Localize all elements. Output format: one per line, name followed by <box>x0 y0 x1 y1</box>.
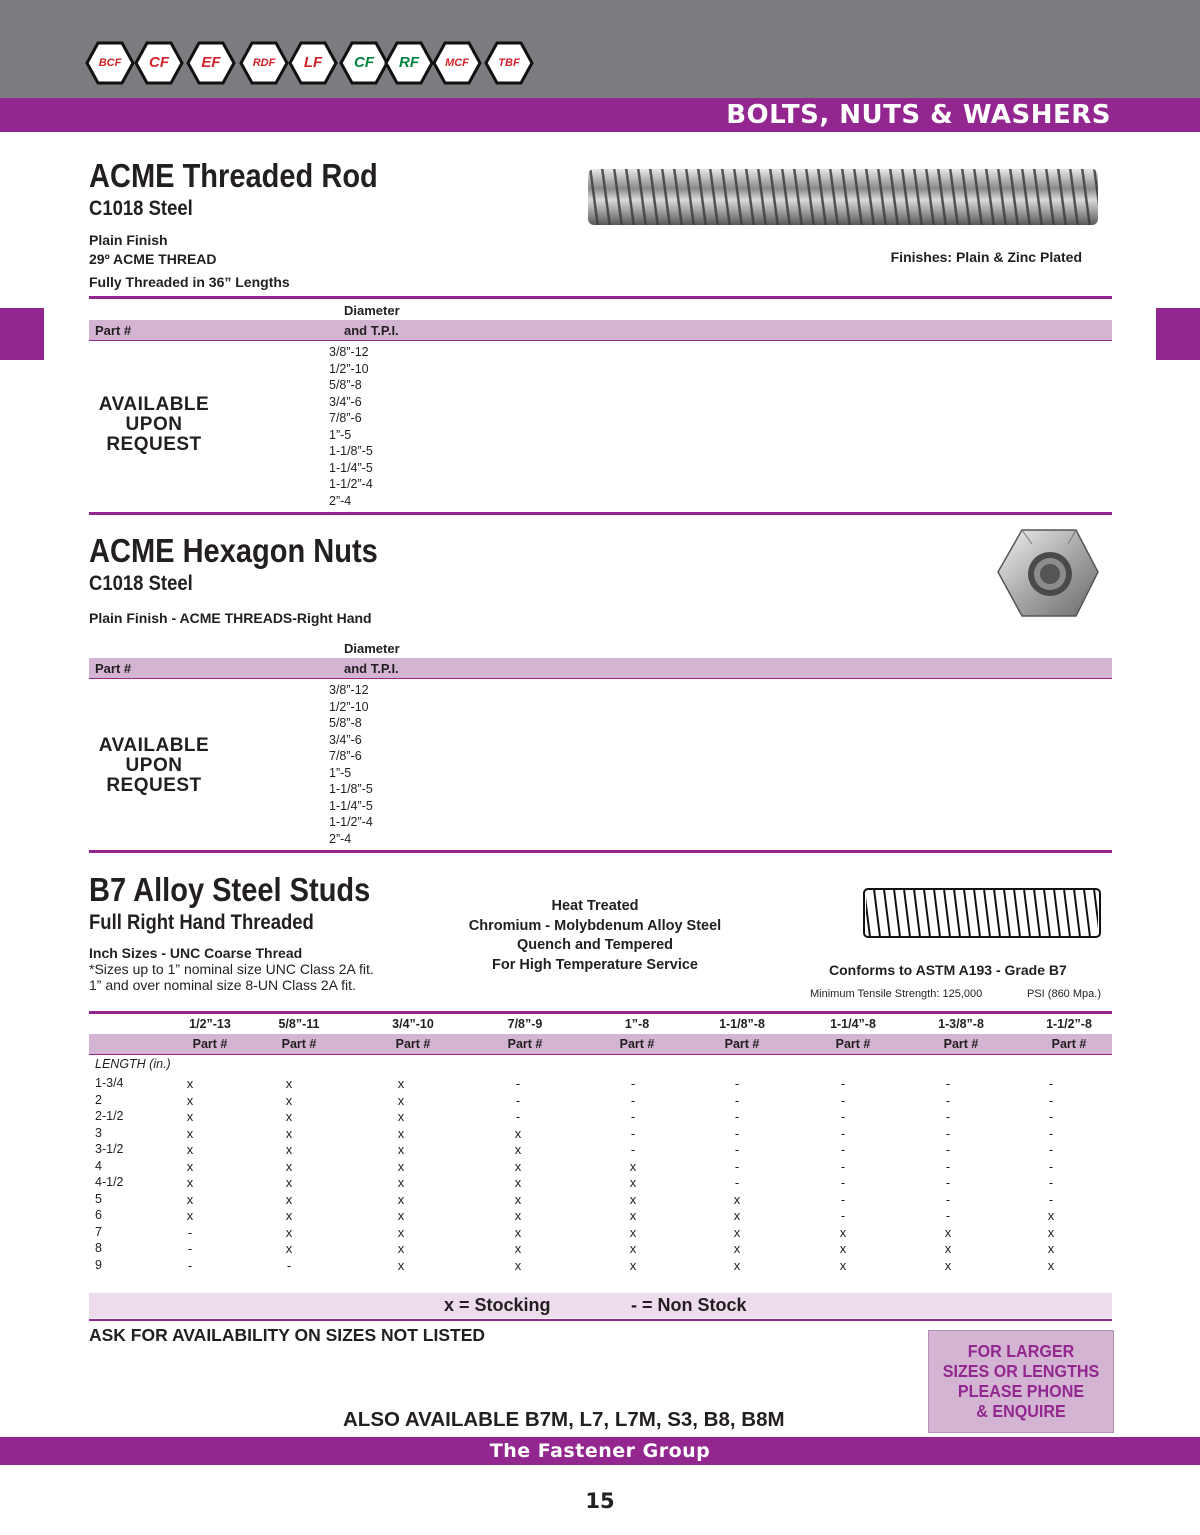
non-stock-cell: - <box>734 1092 740 1108</box>
stock-cell: x <box>839 1257 847 1273</box>
nut-header-bar <box>89 658 1112 678</box>
stock-cell: x <box>285 1076 293 1091</box>
non-stock-cell: - <box>840 1125 846 1141</box>
enquire-line: PLEASE PHONE <box>957 1381 1085 1401</box>
stock-cell: x <box>186 1175 194 1190</box>
stud-part-header: Part # <box>192 1037 228 1051</box>
nut-col-diameter-1: Diameter <box>344 641 400 656</box>
stud-part-header: Part # <box>281 1037 317 1051</box>
stock-cell: x <box>186 1142 194 1157</box>
nut-size-item: 5/8”-8 <box>329 716 362 730</box>
stock-cell: x <box>733 1191 741 1207</box>
non-stock-cell: - <box>515 1092 521 1108</box>
stock-cell: x <box>285 1109 293 1124</box>
rod-size-item: 2”-4 <box>329 493 352 508</box>
rod-size-item: 1-1/4”-5 <box>329 460 373 475</box>
stock-cell: x <box>397 1208 405 1223</box>
rod-size-item: 3/8”-12 <box>329 345 369 359</box>
stud-diameter-header: 1/2”-13 <box>189 1017 231 1031</box>
studs-tensile-2: PSI (860 Mpa.) <box>1027 988 1101 1000</box>
rod-size-item: 5/8”-8 <box>329 378 362 392</box>
non-stock-cell: - <box>945 1092 951 1108</box>
non-stock-cell: - <box>945 1109 951 1124</box>
left-page-tab <box>0 308 44 360</box>
stock-cell: x <box>629 1158 637 1174</box>
non-stock-cell: - <box>630 1076 636 1091</box>
stock-cell: x <box>285 1224 293 1240</box>
non-stock-cell: - <box>630 1142 636 1157</box>
rod-avail-line: UPON <box>125 414 183 435</box>
non-stock-cell: - <box>734 1142 740 1157</box>
non-stock-cell: - <box>945 1158 951 1174</box>
stud-diameter-header: 1-1/8”-8 <box>719 1017 765 1031</box>
legend-bar <box>89 1293 1112 1318</box>
non-stock-cell: - <box>945 1208 951 1223</box>
stock-cell: x <box>285 1158 293 1174</box>
stock-cell: x <box>944 1224 952 1240</box>
stock-cell: x <box>397 1109 405 1124</box>
length-cell: 1-3/4 <box>95 1076 124 1090</box>
treatment-line: Quench and Tempered <box>516 937 674 953</box>
rod-size-item: 1-1/8”-5 <box>329 444 373 458</box>
studs-length-label: LENGTH (in.) <box>95 1057 171 1071</box>
length-cell: 4 <box>95 1158 102 1173</box>
studs-inch-note: Inch Sizes - UNC Coarse Thread <box>89 945 303 961</box>
stock-cell: x <box>733 1224 741 1240</box>
non-stock-cell: - <box>840 1109 846 1124</box>
also-available-note: ALSO AVAILABLE B7M, L7, L7M, S3, B8, B8M <box>343 1408 785 1431</box>
rod-col-diameter-1: Diameter <box>344 303 400 318</box>
nut-title: ACME Hexagon Nuts <box>89 532 378 569</box>
nut-size-list <box>329 682 373 847</box>
length-cell: 2 <box>95 1092 102 1107</box>
rod-material: C1018 Steel <box>89 197 193 220</box>
nut-avail-line: UPON <box>125 755 183 776</box>
stock-cell: x <box>1047 1208 1055 1223</box>
length-cell: 4-1/2 <box>95 1175 124 1189</box>
studs-fit-note-2: 1” and over nominal size 8-UN Class 2A fit. <box>89 977 356 993</box>
rod-length-note: Fully Threaded in 36” Lengths <box>89 274 290 290</box>
nut-size-item: 2”-4 <box>329 831 352 846</box>
enquire-line: SIZES OR LENGTHS <box>942 1361 1100 1381</box>
stock-cell: x <box>285 1241 293 1256</box>
stock-cell: x <box>186 1125 194 1141</box>
stud-diameter-header: 1-3/8”-8 <box>938 1017 984 1031</box>
length-cell: 3-1/2 <box>95 1142 124 1156</box>
stud-diameter-header: 7/8”-9 <box>507 1017 543 1031</box>
brand-logo <box>85 41 135 85</box>
stock-cell: x <box>397 1191 405 1207</box>
non-stock-cell: - <box>187 1241 193 1256</box>
nut-size-item: 1”-5 <box>329 765 352 780</box>
rod-availability-note <box>89 395 219 455</box>
stock-cell: x <box>285 1142 293 1157</box>
nut-size-item: 3/4”-6 <box>329 732 362 747</box>
non-stock-cell: - <box>945 1191 951 1207</box>
non-stock-cell: - <box>734 1125 740 1141</box>
stud-part-header: Part # <box>835 1037 871 1051</box>
stud-diameter-header: 5/8”-11 <box>278 1017 320 1031</box>
enquire-line: FOR LARGER <box>967 1341 1075 1361</box>
treatment-line: Heat Treated <box>551 898 639 914</box>
rod-top-rule <box>89 296 1112 299</box>
stock-cell: x <box>733 1241 741 1256</box>
non-stock-cell: - <box>1048 1158 1054 1174</box>
studs-title: B7 Alloy Steel Studs <box>89 871 371 908</box>
nut-col-diameter-2: and T.P.I. <box>344 661 399 676</box>
non-stock-cell: - <box>840 1175 846 1190</box>
length-cell: 9 <box>95 1257 102 1272</box>
stock-cell: x <box>397 1224 405 1240</box>
nut-size-item: 1/2”-10 <box>329 699 369 714</box>
nut-header-underline <box>89 678 1112 679</box>
stock-cell: x <box>944 1241 952 1256</box>
right-page-tab <box>1156 308 1200 360</box>
brand-logo-text: BCF <box>98 57 122 69</box>
rod-size-item: 1/2”-10 <box>329 361 369 376</box>
stock-cell: x <box>186 1092 194 1108</box>
rod-bottom-rule <box>89 512 1112 515</box>
non-stock-cell: - <box>187 1257 193 1273</box>
non-stock-cell: - <box>945 1175 951 1190</box>
non-stock-cell: - <box>945 1125 951 1141</box>
stud-part-header: Part # <box>724 1037 760 1051</box>
stock-cell: x <box>186 1076 194 1091</box>
stock-cell: x <box>397 1158 405 1174</box>
stud-part-header: Part # <box>1051 1037 1087 1051</box>
rod-size-item: 1”-5 <box>329 427 352 442</box>
stock-cell: x <box>285 1208 293 1223</box>
stock-cell: x <box>1047 1241 1055 1256</box>
rod-header-bar <box>89 320 1112 340</box>
non-stock-cell: - <box>630 1092 636 1108</box>
non-stock-cell: - <box>734 1158 740 1174</box>
nut-size-item: 1-1/8”-5 <box>329 782 373 796</box>
length-cell: 3 <box>95 1125 102 1140</box>
stock-cell: x <box>397 1142 405 1157</box>
non-stock-cell: - <box>1048 1076 1054 1091</box>
studs-fit-note-1: *Sizes up to 1” nominal size UNC Class 2A fit. <box>89 961 374 977</box>
stud-part-header: Part # <box>395 1037 431 1051</box>
rod-size-item: 7/8”-6 <box>329 411 362 425</box>
stock-cell: x <box>629 1191 637 1207</box>
length-cell: 2-1/2 <box>95 1109 124 1123</box>
ask-availability-note: ASK FOR AVAILABILITY ON SIZES NOT LISTED <box>89 1325 486 1345</box>
non-stock-cell: - <box>1048 1092 1054 1108</box>
stock-cell: x <box>397 1257 405 1273</box>
stock-cell: x <box>514 1224 522 1240</box>
stock-cell: x <box>629 1257 637 1273</box>
footer-company: The Fastener Group <box>489 1440 711 1462</box>
non-stock-cell: - <box>1048 1191 1054 1207</box>
length-cell: 8 <box>95 1241 102 1255</box>
rod-header-underline <box>89 340 1112 341</box>
stock-cell: x <box>733 1208 741 1223</box>
non-stock-cell: - <box>630 1125 636 1141</box>
stock-cell: x <box>514 1142 522 1157</box>
treatment-line: For High Temperature Service <box>491 956 699 973</box>
nut-size-item: 1-1/4”-5 <box>329 798 373 813</box>
enquire-text <box>935 1341 1106 1421</box>
stock-cell: x <box>186 1109 194 1124</box>
stock-cell: x <box>186 1191 194 1207</box>
hex-nut-icon <box>992 524 1102 624</box>
non-stock-cell: - <box>840 1191 846 1207</box>
non-stock-cell: - <box>630 1109 636 1124</box>
non-stock-cell: - <box>1048 1109 1054 1124</box>
non-stock-cell: - <box>840 1076 846 1091</box>
page-number: 15 <box>585 1489 615 1513</box>
non-stock-cell: - <box>515 1109 521 1124</box>
length-cell: 7 <box>95 1224 102 1239</box>
studs-conforms: Conforms to ASTM A193 - Grade B7 <box>829 962 1067 978</box>
stock-cell: x <box>1047 1257 1055 1273</box>
studs-header-underline <box>89 1054 1112 1055</box>
stock-cell: x <box>285 1191 293 1207</box>
non-stock-cell: - <box>734 1175 740 1190</box>
stock-cell: x <box>397 1092 405 1108</box>
studs-tensile-1: Minimum Tensile Strength: 125,000 <box>810 988 983 1000</box>
nut-size-item: 1-1/2”-4 <box>329 815 373 829</box>
stock-cell: x <box>514 1158 522 1174</box>
nut-size-item: 7/8”-6 <box>329 749 362 763</box>
studs-treatment-block <box>445 897 745 975</box>
rod-finishes-note: Finishes: Plain & Zinc Plated <box>890 249 1082 265</box>
non-stock-cell: - <box>187 1224 193 1240</box>
rod-col-part: Part # <box>95 323 132 338</box>
threaded-rod-icon <box>588 167 1098 227</box>
rod-size-item: 1-1/2”-4 <box>329 477 373 491</box>
non-stock-cell: - <box>286 1257 292 1273</box>
brand-logo <box>384 41 434 85</box>
nut-col-part: Part # <box>95 661 132 676</box>
non-stock-cell: - <box>515 1076 521 1091</box>
brand-logo-text: CF <box>149 54 169 71</box>
stock-cell: x <box>397 1076 405 1091</box>
stock-cell: x <box>629 1208 637 1223</box>
studs-subtitle: Full Right Hand Threaded <box>89 911 314 934</box>
nut-material: C1018 Steel <box>89 572 193 595</box>
rod-size-list <box>329 344 373 509</box>
legend-non-stock: - = Non Stock <box>631 1295 747 1315</box>
stud-part-header: Part # <box>619 1037 655 1051</box>
stud-diameter-header: 1-1/4”-8 <box>830 1017 876 1031</box>
non-stock-cell: - <box>840 1142 846 1157</box>
stock-cell: x <box>186 1158 194 1174</box>
stock-cell: x <box>514 1175 522 1190</box>
enquire-line: & ENQUIRE <box>976 1401 1066 1421</box>
nut-bottom-rule <box>89 850 1112 853</box>
brand-logo-text: EF <box>201 54 221 71</box>
nut-availability-note <box>89 736 219 796</box>
stock-cell: x <box>733 1257 741 1273</box>
brand-logo-text: CF <box>354 54 374 71</box>
stud-diameter-header: 3/4”-10 <box>392 1017 434 1031</box>
stock-cell: x <box>839 1241 847 1256</box>
stock-cell: x <box>397 1175 405 1190</box>
nut-avail-line: AVAILABLE <box>98 735 210 756</box>
length-cell: 6 <box>95 1208 102 1222</box>
stock-cell: x <box>944 1257 952 1273</box>
non-stock-cell: - <box>1048 1125 1054 1141</box>
brand-logo <box>339 41 389 85</box>
length-cell: 5 <box>95 1191 102 1206</box>
stock-cell: x <box>186 1208 194 1223</box>
stock-cell: x <box>397 1125 405 1141</box>
rod-size-item: 3/4”-6 <box>329 394 362 409</box>
stock-cell: x <box>514 1191 522 1207</box>
studs-top-rule <box>89 1011 1112 1014</box>
non-stock-cell: - <box>945 1142 951 1157</box>
rod-finish: Plain Finish <box>89 232 168 248</box>
stock-cell: x <box>285 1092 293 1108</box>
stock-cell: x <box>839 1224 847 1240</box>
brand-logo-text: TBF <box>498 57 520 69</box>
non-stock-cell: - <box>840 1158 846 1174</box>
stock-cell: x <box>514 1257 522 1273</box>
category-title: BOLTS, NUTS & WASHERS <box>726 100 1111 130</box>
brand-logo-text: LF <box>303 54 323 71</box>
non-stock-cell: - <box>734 1109 740 1124</box>
brand-logo <box>134 41 184 85</box>
rod-col-diameter-2: and T.P.I. <box>344 323 399 338</box>
stock-cell: x <box>629 1175 637 1190</box>
legend-rule <box>89 1319 1112 1321</box>
stud-diameter-header: 1-1/2”-8 <box>1046 1017 1092 1031</box>
non-stock-cell: - <box>840 1092 846 1108</box>
nut-finish: Plain Finish - ACME THREADS-Right Hand <box>89 610 372 626</box>
brand-logo-text: MCF <box>445 57 469 69</box>
stud-diameter-header: 1”-8 <box>624 1017 650 1031</box>
stock-cell: x <box>629 1241 637 1256</box>
stock-cell: x <box>514 1241 522 1256</box>
nut-size-item: 3/8”-12 <box>329 683 369 697</box>
rod-avail-line: REQUEST <box>106 434 202 455</box>
stock-cell: x <box>285 1125 293 1141</box>
non-stock-cell: - <box>734 1076 740 1091</box>
stock-cell: x <box>629 1224 637 1240</box>
stock-cell: x <box>285 1175 293 1190</box>
brand-logo <box>484 41 534 85</box>
stud-part-header: Part # <box>943 1037 979 1051</box>
brand-logo-text: RF <box>399 54 419 71</box>
stock-cell: x <box>1047 1224 1055 1240</box>
brand-logo <box>288 41 338 85</box>
treatment-line: Chromium - Molybdenum Alloy Steel <box>468 917 722 934</box>
rod-thread: 29º ACME THREAD <box>89 251 217 267</box>
non-stock-cell: - <box>945 1076 951 1091</box>
stock-cell: x <box>514 1125 522 1141</box>
legend-stocking: x = Stocking <box>444 1295 551 1315</box>
brand-logo-text: RDF <box>252 57 276 69</box>
non-stock-cell: - <box>1048 1142 1054 1157</box>
stock-cell: x <box>397 1241 405 1256</box>
stock-cell: x <box>514 1208 522 1223</box>
brand-logo <box>186 41 236 85</box>
rod-avail-line: AVAILABLE <box>98 394 210 415</box>
brand-logo <box>432 41 482 85</box>
non-stock-cell: - <box>840 1208 846 1223</box>
rod-title: ACME Threaded Rod <box>89 157 378 194</box>
non-stock-cell: - <box>1048 1175 1054 1190</box>
stud-part-header: Part # <box>507 1037 543 1051</box>
nut-avail-line: REQUEST <box>106 775 202 796</box>
brand-logo <box>239 41 289 85</box>
stud-icon <box>862 885 1102 941</box>
